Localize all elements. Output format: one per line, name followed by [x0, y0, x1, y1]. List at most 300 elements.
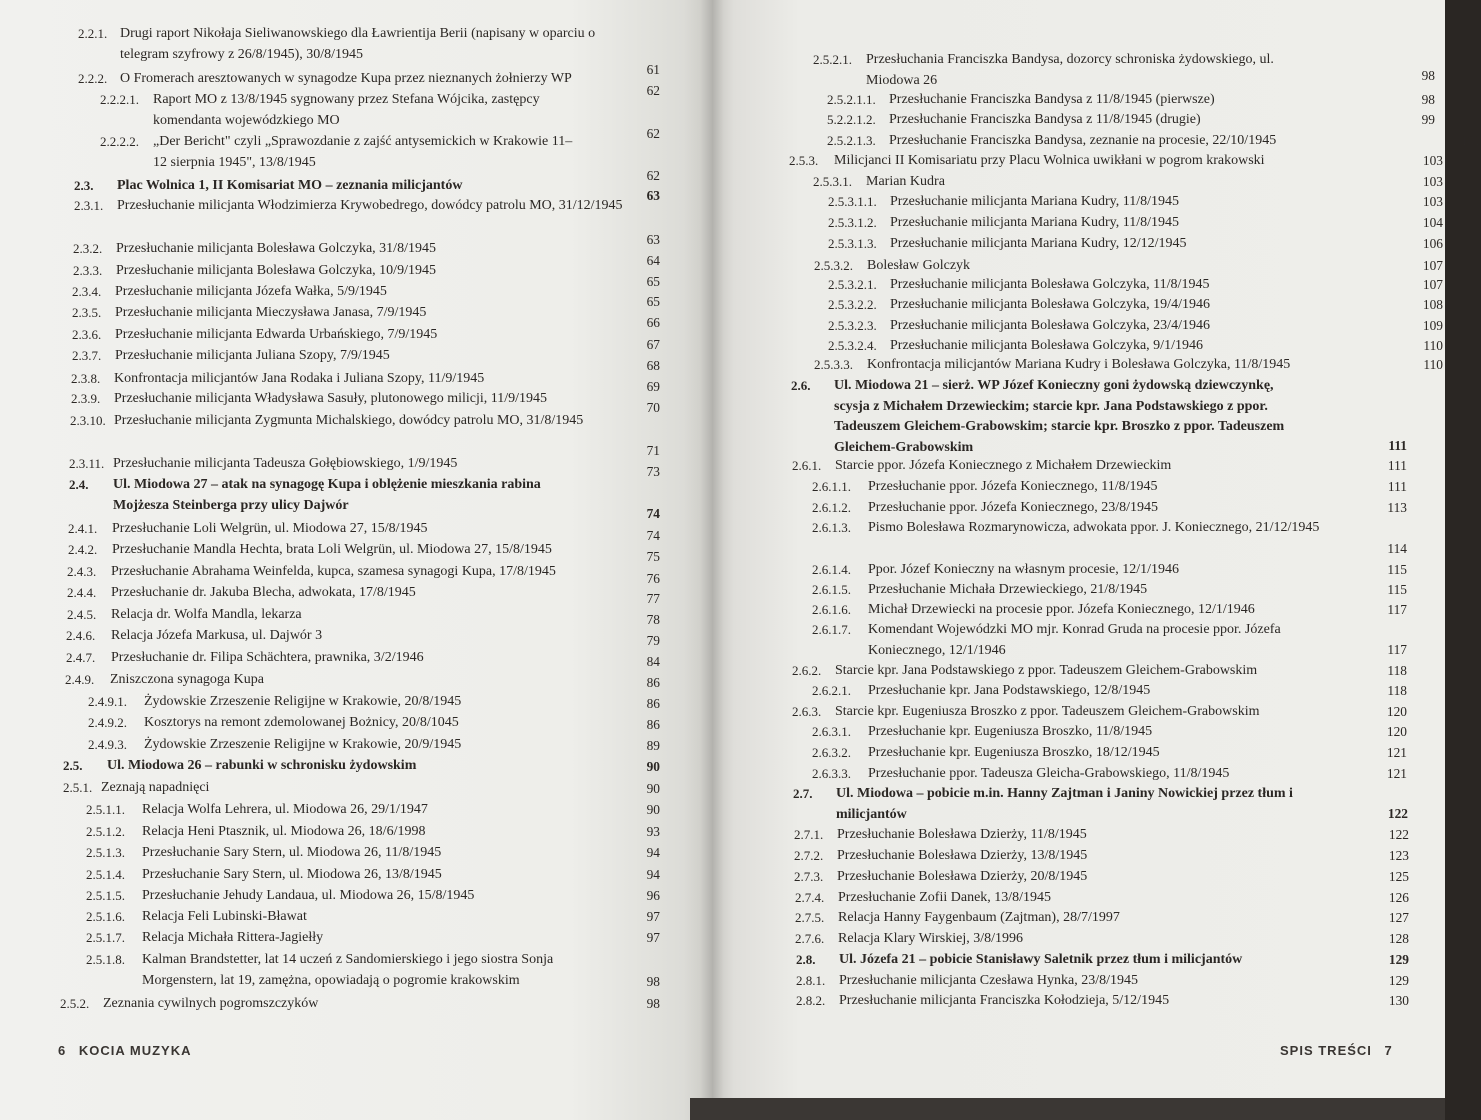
entry-number: 2.6.2.1.: [812, 683, 851, 698]
entry-page: 121: [1386, 745, 1407, 760]
entry-number: 2.5.1.3.: [86, 845, 125, 860]
entry-number: 2.4.2.: [68, 542, 98, 557]
entry-page: 97: [646, 909, 660, 924]
entry-page: 62: [646, 168, 660, 183]
entry-page: 125: [1388, 869, 1409, 884]
entry-page: 111: [1387, 458, 1407, 473]
entry-number: 2.4.9.2.: [88, 715, 127, 730]
entry-number: 2.5.3.1.1.: [828, 194, 877, 209]
entry-page: 62: [646, 83, 660, 98]
toc-entry: [68, 540, 660, 564]
entry-page: 77: [646, 591, 660, 606]
entry-title: Przesłuchanie Jehudy Landaua, ul. Miodowa 26, 15/8/1945: [142, 888, 475, 903]
entry-number: 2.5.3.1.3.: [828, 236, 877, 251]
entry-title: Przesłuchanie milicjanta Mariana Kudry, 11/8/1945: [890, 194, 1179, 209]
entry-number: 2.3.: [74, 178, 94, 193]
toc-entry: [63, 778, 658, 799]
toc-entry: [86, 950, 660, 991]
toc-entry: [812, 518, 1407, 556]
entry-page: 96: [646, 888, 660, 903]
entry-page: 65: [646, 274, 660, 289]
entry-page: 103: [1422, 194, 1443, 209]
toc-entry: [796, 991, 1407, 1012]
entry-number: 2.4.6.: [66, 628, 96, 643]
toc-entry: [792, 456, 1407, 477]
entry-number: 2.5.3.2.3.: [828, 318, 877, 333]
toc-entry: [86, 928, 658, 949]
toc-entry: [794, 867, 1407, 888]
entry-page: 106: [1422, 236, 1443, 251]
entry-title: Ul. Miodowa – pobicie m.in. Hanny Zajtman i Janiny Nowickiej przez tłum i milicjantów: [836, 786, 1293, 822]
toc-entry: [828, 275, 1443, 296]
entry-title: Przesłuchania Franciszka Bandysa, dozorcy schroniska żydowskiego, ul. Miodowa 26: [866, 52, 1274, 88]
entry-page: 78: [646, 612, 660, 627]
entry-number: 2.5.: [63, 758, 83, 773]
toc-entry: [789, 151, 1443, 172]
entry-number: 2.4.3.: [67, 564, 97, 579]
entry-title: Przesłuchanie Michała Drzewieckiego, 21/8/1945: [868, 582, 1148, 597]
entry-title: Żydowskie Zrzeszenie Religijne w Krakowie, 20/8/1945: [144, 694, 462, 709]
entry-number: 2.3.5.: [72, 305, 102, 320]
entry-number: 2.5.2.1.: [813, 52, 852, 67]
entry-title: Przesłuchanie milicjanta Tadeusza Gołębiowskiego, 1/9/1945: [113, 456, 458, 471]
toc-entry-section: [74, 176, 664, 203]
entry-page: 97: [646, 930, 660, 945]
entry-title: Żydowskie Zrzeszenie Religijne w Krakowie, 20/9/1945: [144, 737, 462, 752]
toc-entry-section: [793, 784, 1408, 825]
entry-page: 86: [646, 717, 660, 732]
entry-page: 79: [646, 633, 660, 648]
entry-title: Przesłuchanie milicjanta Bolesława Golczyka, 23/4/1946: [890, 318, 1210, 333]
toc-entry: [78, 24, 660, 77]
entry-number: 2.5.3.2.4.: [828, 338, 877, 353]
toc-entry: [71, 389, 661, 415]
entry-number: 2.6.1.: [792, 458, 822, 473]
entry-title: Zeznają napadnięci: [101, 780, 210, 795]
entry-page: 109: [1422, 318, 1443, 333]
toc-entry: [813, 172, 1443, 193]
toc-entry: [86, 843, 658, 864]
toc-entry: [812, 620, 1407, 661]
toc-entry: [66, 648, 660, 669]
entry-page: 128: [1388, 931, 1409, 946]
toc-entry: [795, 929, 1407, 950]
page-number: 7: [1384, 1043, 1393, 1058]
toc-entry: [60, 994, 658, 1015]
entry-title: Przesłuchanie Franciszka Bandysa z 11/8/1945 (pierwsze): [889, 92, 1215, 107]
entry-title: Drugi raport Nikołaja Sieliwanowskiego dla Ławrientija Berii (napisany w oparciu o telegram szyfrowy z 26/8/1945), 30/8/1945: [120, 26, 596, 62]
entry-page: 98: [1421, 92, 1435, 107]
entry-title: Przesłuchanie milicjanta Franciszka Kołodzieja, 5/12/1945: [839, 993, 1170, 1008]
entry-page: 98: [1421, 68, 1435, 83]
entry-title: Przesłuchanie milicjanta Bolesława Golczyka, 10/9/1945: [116, 263, 436, 278]
entry-number: 2.6.1.4.: [812, 562, 851, 577]
entry-title: Relacja Michała Rittera-Jagiełły: [142, 930, 324, 945]
entry-page: 71: [646, 443, 660, 458]
entry-page: 115: [1387, 562, 1407, 577]
entry-title: Relacja Klary Wirskiej, 3/8/1996: [838, 931, 1024, 946]
entry-page: 107: [1422, 258, 1443, 273]
entry-title: Relacja Heni Ptasznik, ul. Miodowa 26, 18/6/1998: [142, 824, 426, 839]
entry-page: 90: [646, 759, 660, 774]
entry-number: 2.8.1.: [796, 973, 826, 988]
entry-number: 2.3.7.: [72, 348, 102, 363]
entry-page: 120: [1386, 704, 1407, 719]
entry-title: Plac Wolnica 1, II Komisariat MO – zeznania milicjantów: [117, 178, 463, 193]
toc-entry: [72, 282, 662, 309]
entry-page: 69: [646, 379, 660, 394]
entry-page: 63: [646, 188, 660, 203]
toc-entry-section: [63, 756, 658, 777]
entry-page: 90: [646, 781, 660, 796]
entry-number: 2.3.4.: [72, 284, 102, 299]
entry-title: Kosztorys na remont zdemolowanej Bożnicy, 20/8/1045: [144, 715, 459, 730]
entry-page: 111: [1388, 438, 1407, 453]
entry-page: 94: [646, 867, 660, 882]
entry-page: 63: [646, 232, 660, 247]
entry-title: Przesłuchanie Bolesława Dzierży, 13/8/1945: [837, 848, 1088, 863]
entry-page: 107: [1422, 277, 1443, 292]
entry-number: 2.5.1.8.: [86, 952, 125, 967]
entry-page: 89: [646, 738, 660, 753]
toc-entry: [828, 234, 1443, 255]
entry-number: 2.5.3.1.2.: [828, 215, 877, 230]
entry-number: 2.7.6.: [795, 931, 825, 946]
toc-entry-section: [796, 950, 1407, 971]
entry-title: Przesłuchanie Franciszka Bandysa z 11/8/1945 (drugie): [889, 112, 1201, 127]
entry-title: Starcie kpr. Eugeniusza Broszko z ppor. Tadeuszem Gleichem-Grabowskim: [835, 704, 1260, 719]
entry-page: 111: [1387, 479, 1407, 494]
entry-title: Przesłuchanie milicjanta Józefa Wałka, 5/9/1945: [115, 284, 387, 299]
entry-page: 98: [646, 996, 660, 1011]
toc-entry: [86, 886, 658, 907]
page-edge: [690, 1098, 1445, 1120]
entry-title: Przesłuchanie milicjanta Mariana Kudry, 11/8/1945: [890, 215, 1179, 230]
entry-number: 2.5.2.1.1.: [827, 92, 876, 107]
toc-entry: [86, 907, 658, 928]
toc-entry: [814, 355, 1443, 376]
entry-title: Przesłuchanie Franciszka Bandysa, zeznanie na procesie, 22/10/1945: [889, 133, 1277, 148]
entry-page: 120: [1386, 724, 1407, 739]
entry-number: 2.6.1.7.: [812, 622, 851, 637]
entry-title: Przesłuchanie milicjanta Edwarda Urbańskiego, 7/9/1945: [115, 327, 438, 342]
entry-number: 2.5.3.3.: [814, 357, 853, 372]
entry-title: Przesłuchanie Bolesława Dzierży, 20/8/1945: [837, 869, 1088, 884]
entry-title: Relacja Hanny Faygenbaum (Zajtman), 28/7/1997: [838, 910, 1120, 925]
entry-title: Przesłuchanie dr. Filipa Schächtera, prawnika, 3/2/1946: [111, 650, 424, 665]
entry-title: Ul. Miodowa 27 – atak na synagogę Kupa i oblężenie mieszkania rabina Mojżesza Steinberga przy ulicy Dajwór: [113, 477, 541, 513]
entry-title: Przesłuchanie kpr. Eugeniusza Broszko, 11/8/1945: [868, 724, 1153, 739]
entry-number: 2.6.3.2.: [812, 745, 851, 760]
entry-title: Komendant Wojewódzki MO mjr. Konrad Gruda na procesie ppor. Józefa Koniecznego, 12/1/1946: [868, 622, 1281, 658]
entry-page: 74: [646, 506, 660, 521]
toc-entry: [794, 846, 1407, 867]
entry-number: 2.6.3.1.: [812, 724, 851, 739]
entry-number: 2.5.2.: [60, 996, 90, 1011]
entry-page: 103: [1422, 153, 1443, 168]
toc-entry: [812, 600, 1407, 621]
entry-title: Marian Kudra: [866, 174, 945, 189]
entry-page: 86: [646, 696, 660, 711]
entry-title: Relacja Józefa Markusa, ul. Dajwór 3: [111, 628, 323, 643]
toc-entry: [71, 369, 661, 394]
entry-number: 2.7.2.: [794, 848, 824, 863]
toc-entry: [88, 735, 660, 756]
entry-title: Raport MO z 13/8/1945 sygnowany przez Stefana Wójcika, zastępcy komendanta wojewódzkiego MO: [153, 92, 540, 128]
entry-title: Konfrontacja milicjantów Jana Rodaka i Juliana Szopy, 11/9/1945: [114, 371, 485, 386]
entry-number: 2.7.1.: [794, 827, 824, 842]
entry-title: Relacja Feli Lubinski-Bławat: [142, 909, 307, 924]
entry-number: 2.2.2.1.: [100, 92, 139, 107]
entry-page: 129: [1388, 952, 1409, 967]
left-footer: [58, 1043, 191, 1058]
entry-title: Relacja Wolfa Lehrera, ul. Miodowa 26, 29/1/1947: [142, 802, 428, 817]
toc-entry: [88, 692, 660, 713]
toc-entry: [828, 336, 1443, 357]
toc-entry: [67, 562, 660, 586]
entry-number: 2.4.5.: [67, 607, 97, 622]
entry-title: Przesłuchanie milicjanta Mariana Kudry, 12/12/1945: [890, 236, 1187, 251]
entry-number: 2.7.5.: [795, 910, 825, 925]
entry-title: Przesłuchanie milicjanta Władysława Sasuły, plutonowego milicji, 11/9/1945: [114, 391, 548, 406]
right-page: [712, 0, 1481, 1120]
toc-entry: [100, 90, 660, 141]
entry-page: 122: [1388, 827, 1409, 842]
entry-page: 123: [1388, 848, 1409, 863]
entry-number: 2.8.: [796, 952, 816, 967]
entry-number: 2.3.10.: [70, 413, 106, 428]
entry-page: 121: [1386, 766, 1407, 781]
entry-page: 101: [1460, 133, 1481, 148]
entry-number: 2.6.1.5.: [812, 582, 851, 597]
entry-page: 99: [1421, 112, 1435, 127]
toc-entry: [812, 477, 1407, 498]
entry-title: Przesłuchanie milicjanta Czesława Hynka, 23/8/1945: [839, 973, 1138, 988]
entry-number: 2.5.1.4.: [86, 867, 125, 882]
entry-title: Przesłuchanie Bolesława Dzierży, 11/8/1945: [837, 827, 1087, 842]
toc-entry: [812, 498, 1407, 519]
entry-number: 2.5.1.6.: [86, 909, 125, 924]
entry-number: 2.2.2.: [78, 71, 108, 86]
entry-page: 94: [646, 845, 660, 860]
entry-number: 2.6.1.6.: [812, 602, 851, 617]
entry-number: 2.6.1.1.: [812, 479, 851, 494]
entry-number: 2.7.: [793, 786, 813, 801]
toc-entry: [828, 213, 1443, 234]
entry-title: Milicjanci II Komisariatu przy Placu Wolnica uwikłani w pogrom krakowski: [834, 153, 1265, 168]
entry-page: 68: [646, 358, 660, 373]
entry-title: Ul. Miodowa 26 – rabunki w schronisku żydowskim: [107, 758, 417, 773]
entry-page: 114: [1387, 541, 1407, 556]
entry-page: 108: [1422, 297, 1443, 312]
book-gutter: [700, 0, 724, 1120]
entry-title: Przesłuchanie Mandla Hechta, brata Loli Welgrün, ul. Miodowa 27, 15/8/1945: [112, 542, 552, 557]
entry-number: 2.5.1.7.: [86, 930, 125, 945]
entry-title: Przesłuchanie Abrahama Weinfelda, kupca, szamesa synagogi Kupa, 17/8/1945: [111, 564, 556, 579]
toc-entry: [814, 256, 1443, 277]
entry-number: 5.2.2.1.2.: [827, 112, 876, 127]
entry-number: 2.6.1.2.: [812, 500, 851, 515]
running-title: KOCIA MUZYKA: [78, 1043, 192, 1058]
toc-entry: [72, 325, 662, 352]
entry-number: 2.3.2.: [73, 241, 103, 256]
entry-title: Ul. Miodowa 21 – sierż. WP Józef Konieczny goni żydowską dziewczynkę, scysja z Michałem Drzewieckim; starcie kpr. Jana Podstawskiego z ppor. Tadeuszem Gleichem-Grabowskim; starcie kpr. Broszko z ppor. Tadeuszem Gleichem-Grabowskim: [834, 378, 1285, 455]
entry-title: Przesłuchanie kpr. Eugeniusza Broszko, 18/12/1945: [868, 745, 1160, 760]
entry-title: Przesłuchanie dr. Jakuba Blecha, adwokata, 17/8/1945: [111, 585, 416, 600]
entry-number: 2.5.3.2.: [814, 258, 853, 273]
toc-entry-section: [791, 376, 1407, 458]
entry-number: 2.5.2.1.3.: [827, 133, 876, 148]
entry-title: Michał Drzewiecki na procesie ppor. Józefa Koniecznego, 12/1/1946: [868, 602, 1255, 617]
entry-title: O Fromerach aresztowanych w synagodze Kupa przez nieznanych żołnierzy WP: [120, 71, 572, 86]
entry-page: 122: [1387, 806, 1408, 821]
entry-page: 70: [646, 400, 660, 415]
entry-page: 65: [646, 294, 660, 309]
toc-entry: [812, 580, 1407, 601]
toc-entry: [796, 971, 1407, 992]
toc-entry: [67, 605, 660, 627]
entry-page: 61: [646, 62, 660, 77]
toc-entry: [67, 583, 660, 606]
toc-entry: [827, 131, 1481, 152]
entry-number: 2.4.9.: [65, 672, 95, 687]
entry-page: 86: [646, 675, 660, 690]
entry-number: 2.4.7.: [66, 650, 96, 665]
toc-entry: [828, 295, 1443, 316]
entry-title: Ppor. Józef Konieczny na własnym procesie, 12/1/1946: [868, 562, 1180, 577]
entry-title: Przesłuchanie milicjanta Włodzimierza Krywobedrego, dowódcy patrolu MO, 31/12/1945: [117, 198, 623, 213]
toc-entry: [795, 888, 1407, 909]
entry-page: 127: [1388, 910, 1409, 925]
entry-number: 2.4.4.: [67, 585, 97, 600]
entry-title: Przesłuchanie milicjanta Bolesława Golczyka, 11/8/1945: [890, 277, 1210, 292]
toc-entry: [88, 713, 660, 734]
entry-title: Przesłuchanie ppor. Józefa Koniecznego, 23/8/1945: [868, 500, 1159, 515]
toc-entry: [86, 800, 658, 821]
entry-title: Pismo Bolesława Rozmarynowicza, adwokata ppor. J. Koniecznego, 21/12/1945: [868, 520, 1320, 535]
entry-page: 129: [1388, 973, 1409, 988]
entry-number: 2.2.2.2.: [100, 134, 139, 149]
entry-number: 2.3.1.: [74, 198, 104, 213]
entry-number: 2.6.2.: [792, 663, 822, 678]
entry-page: 130: [1388, 993, 1409, 1008]
entry-number: 2.8.2.: [796, 993, 826, 1008]
entry-title: Przesłuchanie milicjanta Mieczysława Janasa, 7/9/1945: [115, 305, 427, 320]
entry-page: 75: [646, 549, 660, 564]
entry-number: 2.5.1.1.: [86, 802, 125, 817]
toc-entry-section: [69, 475, 660, 521]
entry-number: 2.3.3.: [73, 263, 103, 278]
toc-entry: [792, 702, 1407, 723]
entry-title: Przesłuchanie ppor. Józefa Koniecznego, 11/8/1945: [868, 479, 1158, 494]
entry-title: Zeznania cywilnych pogromszczyków: [103, 996, 319, 1011]
entry-title: Przesłuchanie milicjanta Bolesława Golczyka, 19/4/1946: [890, 297, 1210, 312]
running-title: SPIS TREŚCI: [1280, 1043, 1372, 1058]
left-page: [0, 0, 712, 1120]
toc-entry: [86, 865, 658, 886]
entry-page: 110: [1423, 357, 1443, 372]
entry-number: 2.5.3.2.2.: [828, 297, 877, 312]
entry-title: Zniszczona synagoga Kupa: [110, 672, 264, 687]
entry-page: 103: [1422, 174, 1443, 189]
entry-title: Przesłuchanie kpr. Jana Podstawskiego, 12/8/1945: [868, 683, 1151, 698]
entry-title: Starcie ppor. Józefa Koniecznego z Michałem Drzewieckim: [835, 458, 1172, 473]
entry-page: 62: [646, 126, 660, 141]
entry-title: Przesłuchanie ppor. Tadeusza Gleicha-Grabowskiego, 11/8/1945: [868, 766, 1230, 781]
toc-entry: [100, 132, 660, 183]
entry-title: Kalman Brandstetter, lat 14 uczeń z Sandomierskiego i jego siostra Sonja Morgenstern, lat 19, zamężna, opowiadają o pogromie krakowskim: [142, 952, 554, 988]
toc-entry: [73, 261, 663, 289]
entry-number: 2.4.: [69, 477, 89, 492]
toc-entry: [72, 303, 662, 330]
entry-title: Przesłuchanie Sary Stern, ul. Miodowa 26, 13/8/1945: [142, 867, 442, 882]
entry-page: 93: [646, 824, 660, 839]
entry-page: 98: [646, 974, 660, 989]
toc-entry: [74, 196, 660, 247]
toc-entry: [813, 50, 1435, 91]
entry-page: 115: [1387, 582, 1407, 597]
toc-entry: [828, 316, 1443, 337]
entry-title: Przesłuchanie Zofii Danek, 13/8/1945: [838, 890, 1052, 905]
entry-number: 2.4.1.: [68, 521, 98, 536]
entry-number: 2.4.9.3.: [88, 737, 127, 752]
entry-number: 2.3.11.: [69, 456, 105, 471]
toc-entry: [72, 346, 662, 373]
entry-page: 118: [1387, 663, 1407, 678]
toc-entry: [70, 411, 660, 458]
entry-number: 2.6.1.3.: [812, 520, 851, 535]
entry-number: 2.6.: [791, 378, 811, 393]
entry-title: Bolesław Golczyk: [867, 258, 971, 273]
toc-entry: [68, 519, 660, 543]
entry-title: Przesłuchanie Sary Stern, ul. Miodowa 26, 11/8/1945: [142, 845, 442, 860]
toc-entry: [827, 110, 1435, 131]
entry-title: Konfrontacja milicjantów Mariana Kudry i Bolesława Golczyka, 11/8/1945: [867, 357, 1291, 372]
entry-page: 76: [646, 571, 660, 586]
entry-page: 104: [1422, 215, 1443, 230]
entry-number: 2.5.1.2.: [86, 824, 125, 839]
entry-page: 64: [646, 253, 660, 268]
entry-number: 2.5.1.: [63, 780, 93, 795]
entry-number: 2.7.3.: [794, 869, 824, 884]
entry-number: 2.5.3.2.1.: [828, 277, 877, 292]
entry-page: 126: [1388, 890, 1409, 905]
entry-title: Przesłuchanie milicjanta Bolesława Golczyka, 31/8/1945: [116, 241, 436, 256]
entry-number: 2.4.9.1.: [88, 694, 127, 709]
entry-page: 113: [1387, 500, 1407, 515]
toc-entry: [73, 239, 663, 268]
toc-entry: [792, 661, 1407, 682]
toc-entry: [65, 670, 660, 691]
toc-entry: [828, 192, 1443, 213]
entry-title: Przesłuchanie milicjanta Bolesława Golczyka, 9/1/1946: [890, 338, 1203, 353]
page-number: 6: [58, 1043, 67, 1058]
entry-number: 2.3.6.: [72, 327, 102, 342]
entry-page: 118: [1387, 683, 1407, 698]
entry-number: 2.3.9.: [71, 391, 101, 406]
right-footer: [1280, 1043, 1393, 1058]
entry-page: 90: [646, 802, 660, 817]
entry-page: 84: [646, 654, 660, 669]
entry-title: Ul. Józefa 21 – pobicie Stanisławy Saletnik przez tłum i milicjantów: [839, 952, 1243, 967]
toc-entry: [812, 743, 1407, 764]
toc-entry: [69, 454, 660, 479]
toc-entry: [812, 681, 1407, 702]
toc-entry: [86, 822, 658, 843]
entry-number: 2.5.3.: [789, 153, 819, 168]
toc-entry: [795, 908, 1407, 929]
entry-number: 2.5.1.5.: [86, 888, 125, 903]
